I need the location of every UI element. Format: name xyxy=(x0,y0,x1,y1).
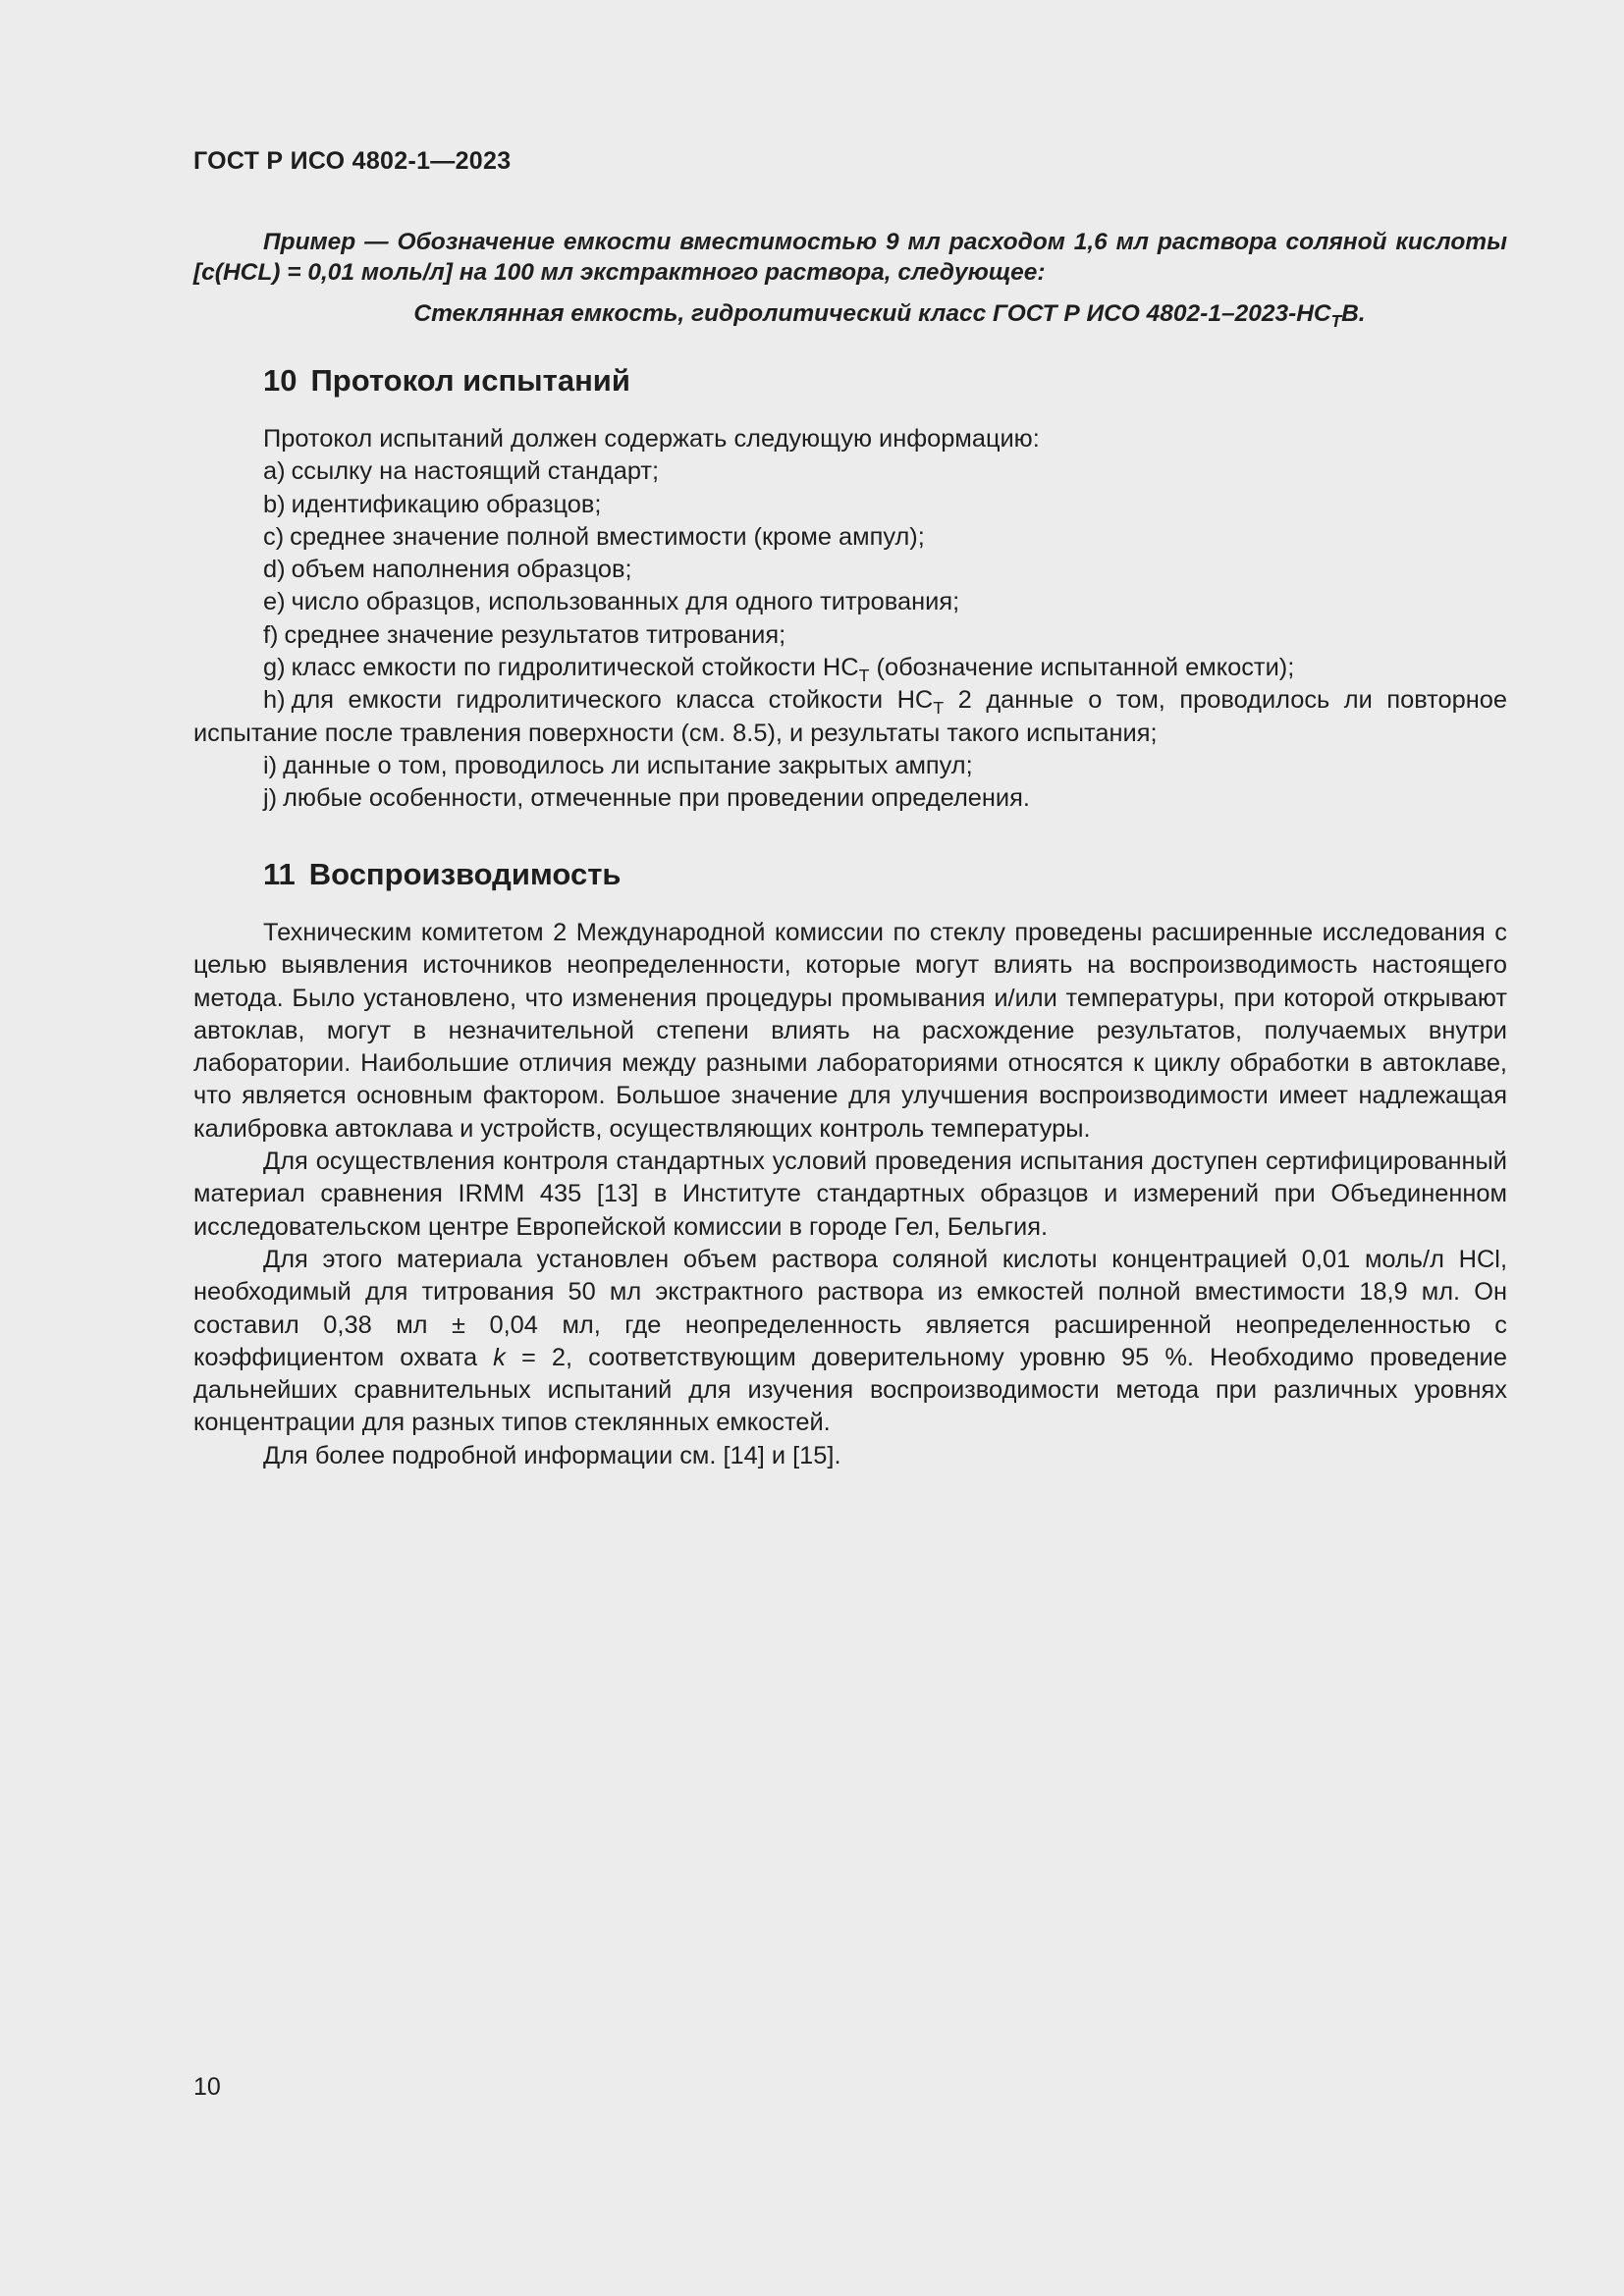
section-11-title: Воспроизводимость xyxy=(308,857,622,891)
list-marker: e) xyxy=(263,588,286,616)
list-marker: j) xyxy=(263,784,278,813)
list-marker: i) xyxy=(263,751,278,779)
designation-suffix: В. xyxy=(1341,300,1366,327)
section-10-number: 10 xyxy=(263,363,298,398)
example-designation xyxy=(193,298,1507,329)
list-text: (обозначение испытанной емкости); xyxy=(869,654,1295,682)
list-item-b xyxy=(193,489,1507,521)
list-text: среднее значение результатов титрования; xyxy=(284,620,786,649)
list-marker: a) xyxy=(263,457,286,486)
paragraph-3-text-end: = 2, соответствующим доверительному уровню 95 %. Необходимо проведение дальнейших сравнительных испытаний для изучения воспроизводимости метода при различных уровнях концентрации для разных типов стеклянных емкостей. xyxy=(193,1343,1507,1437)
list-item-a xyxy=(193,455,1507,488)
list-text: среднее значение полной вместимости (кроме ампул); xyxy=(290,522,925,551)
list-item-d xyxy=(193,554,1507,586)
section-11-paragraph-1: Техническим комитетом 2 Международной комиссии по стеклу проведены расширенные исследования с целью выявления источников неопределенности, которые могут влиять на воспроизводимость настоящего метода. Было установлено, что изменения процедуры промывания и/или температуры, при которой открывают автоклав, могут в незначительной степени влиять на расхождение результатов, получаемых внутри лаборатории. Наибольшие отличия между разными лабораториями относятся к циклу обработки в автоклаве, что является основным фактором. Большое значение для улучшения воспроизводимости имеет надлежащая калибровка автоклава и устройств, осуществляющих контроль температуры. xyxy=(193,919,1507,1143)
list-marker: f) xyxy=(263,620,279,649)
list-item-c xyxy=(193,521,1507,554)
example-label: Пример — xyxy=(263,229,389,255)
example-paragraph xyxy=(193,227,1507,288)
document-header: ГОСТ Р ИСО 4802-1—2023 xyxy=(193,147,512,175)
list-marker: d) xyxy=(263,556,286,584)
list-text: число образцов, использованных для одного титрования; xyxy=(291,588,960,616)
list-marker: b) xyxy=(263,490,286,518)
list-marker: h) xyxy=(263,686,286,715)
page-number: 10 xyxy=(193,2073,221,2101)
list-text: ссылку на настоящий стандарт; xyxy=(291,457,660,486)
list-text: класс емкости по гидролитической стойкости НС xyxy=(291,654,859,682)
example-block xyxy=(193,227,1507,329)
list-subscript: T xyxy=(933,698,945,719)
list-subscript: T xyxy=(858,666,870,686)
section-11-number: 11 xyxy=(263,857,296,891)
list-item-h xyxy=(193,684,1507,750)
paragraph-3-text: Для этого материала установлен объем раствора соляной кислоты концентрацией 0,01 моль/л HCl, необходимый для титрования 50 мл экстрактного раствора из емкостей полной вместимости 18,9 мл. Он составил 0,38 мл ± 0,04 мл, где неопределенность является расширенной неопределенностью с коэффициентом охвата xyxy=(193,1245,1507,1371)
section-11-body xyxy=(193,917,1507,1472)
list-item-j xyxy=(193,782,1507,815)
section-11-paragraph-4: Для более подробной информации см. [14] и [15]. xyxy=(263,1441,841,1469)
list-text: 2 данные о том, проводилось ли повторное испытание после травления поверхности (см. 8.5), и результаты такого испытания; xyxy=(193,686,1507,747)
list-text: идентификацию образцов; xyxy=(291,490,602,518)
section-11-paragraph-3 xyxy=(193,1244,1507,1440)
list-intro: Протокол испытаний должен содержать следующую информацию: xyxy=(263,425,1040,453)
designation-prefix: Стеклянная емкость, гидролитический класс ГОСТ Р ИСО 4802-1–2023-НС xyxy=(413,300,1331,327)
list-text: объем наполнения образцов; xyxy=(291,556,632,584)
section-10-heading xyxy=(263,363,630,399)
example-text: Обозначение емкости вместимостью 9 мл расходом 1,6 мл раствора соляной кислоты [c(HCL) = 0,01 моль/л] на 100 мл экстрактного раствора, следующее: xyxy=(193,229,1507,286)
designation-sub: T xyxy=(1330,311,1342,331)
section-11-paragraph-2: Для осуществления контроля стандартных условий проведения испытания доступен сертифицированный материал сравнения IRMM 435 [13] в Институте стандартных образцов и измерений при Объединенном исследовательском центре Европейской комиссии в городе Гел, Бельгия. xyxy=(193,1148,1507,1241)
list-item-g xyxy=(193,652,1507,684)
section-10-list xyxy=(193,423,1507,816)
list-text: для емкости гидролитического класса стойкости НС xyxy=(291,686,934,715)
list-text: данные о том, проводилось ли испытание закрытых ампул; xyxy=(283,751,973,779)
list-marker: c) xyxy=(263,522,285,551)
section-10-title: Протокол испытаний xyxy=(310,363,630,398)
list-text: любые особенности, отмеченные при проведении определения. xyxy=(283,784,1030,813)
coverage-factor-symbol: k xyxy=(493,1343,506,1371)
list-item-f xyxy=(193,619,1507,652)
list-item-e xyxy=(193,586,1507,618)
section-11-heading xyxy=(263,857,621,892)
list-marker: g) xyxy=(263,654,286,682)
list-item-i xyxy=(193,750,1507,782)
